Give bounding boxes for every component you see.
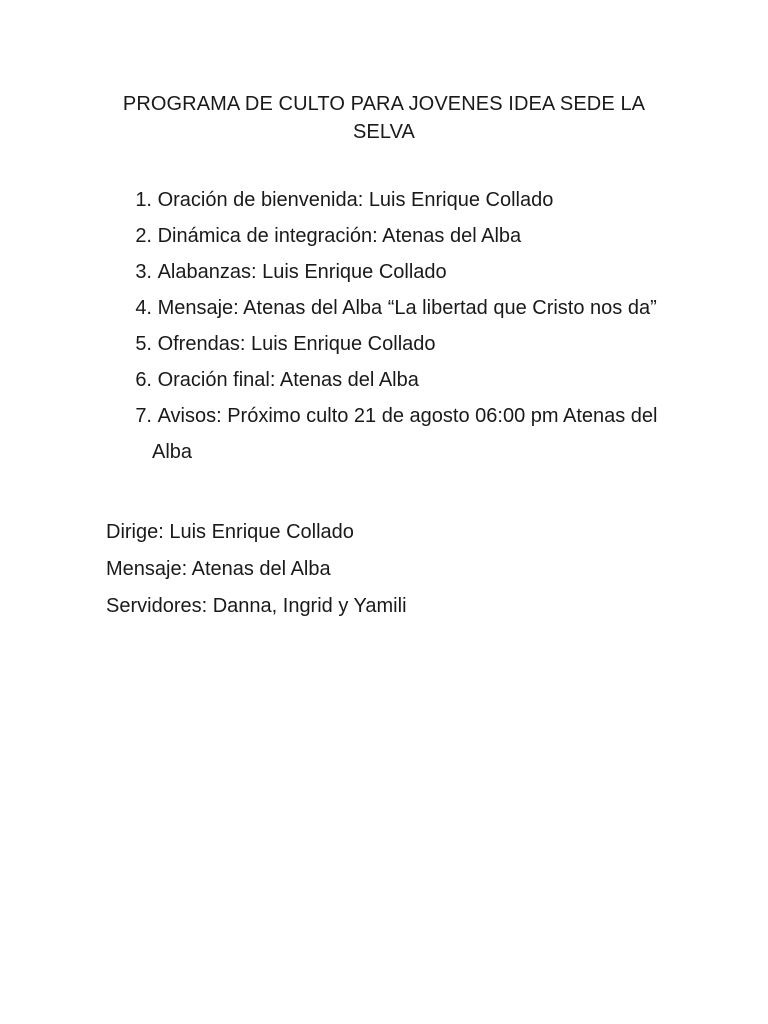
item-number: 7. [135, 405, 152, 427]
document-title: PROGRAMA DE CULTO PARA JOVENES IDEA SEDE LA SELVA [122, 93, 646, 143]
item-text: Oración final: Atenas del Alba [157, 369, 419, 391]
item-number: 5. [135, 333, 152, 355]
list-item [126, 254, 686, 290]
item-number: 4. [135, 297, 152, 319]
list-item [126, 182, 686, 218]
list-item [126, 290, 686, 326]
list-item [126, 362, 686, 398]
item-number: 6. [135, 369, 152, 391]
item-number: 2. [135, 225, 152, 247]
item-text: Dinámica de integración: Atenas del Alba [157, 225, 522, 247]
dirige-line: Dirige: Luis Enrique Collado [106, 521, 354, 543]
footer-info [106, 514, 706, 625]
item-number: 3. [135, 261, 152, 283]
item-text: Mensaje: Atenas del Alba “La libertad que Cristo nos da” [157, 297, 657, 319]
item-text: Avisos: Próximo culto 21 de agosto 06:00 pm Atenas del Alba [152, 405, 658, 463]
list-item [126, 218, 686, 254]
item-text: Alabanzas: Luis Enrique Collado [157, 261, 447, 283]
item-number: 1. [135, 189, 152, 211]
item-text: Oración de bienvenida: Luis Enrique Collado [157, 189, 554, 211]
mensaje-line: Mensaje: Atenas del Alba [106, 558, 331, 580]
item-text: Ofrendas: Luis Enrique Collado [157, 333, 436, 355]
list-item [126, 398, 686, 470]
list-item [126, 326, 686, 362]
servidores-line: Servidores: Danna, Ingrid y Yamili [106, 595, 407, 617]
program-list [126, 182, 686, 470]
